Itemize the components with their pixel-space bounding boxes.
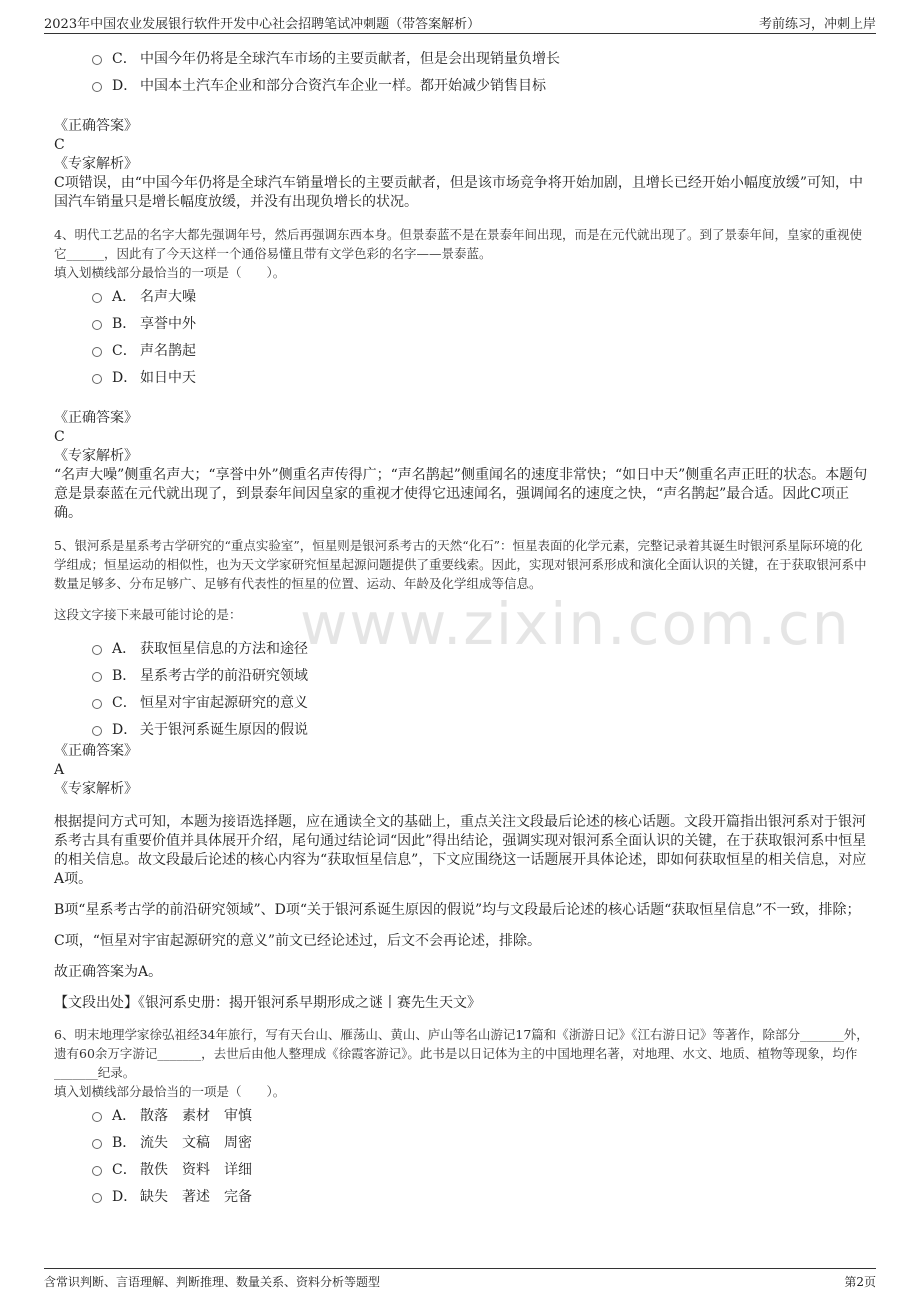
question-prompt: 填入划横线部分最恰当的一项是（ ）。	[54, 1084, 286, 1099]
q6-option-a[interactable]	[92, 1101, 874, 1128]
option-letter: A．	[112, 640, 137, 657]
option-letter: D．	[112, 721, 138, 738]
option-text: 恒星对宇宙起源研究的意义	[140, 694, 308, 711]
question-prompt: 填入划横线部分最恰当的一项是（ ）。	[54, 265, 286, 280]
option-letter: A．	[112, 1107, 137, 1124]
radio-icon[interactable]	[92, 1193, 102, 1203]
radio-icon[interactable]	[92, 82, 102, 92]
option-letter: D．	[112, 369, 138, 386]
question-stem: 5、银河系是星系考古学研究的“重点实验室”，恒星则是银河系考古的天然“化石”：恒星表面的化学元素，完整记录着其诞生时银河系星际环境的化学组成；恒星运动的相似性，也为天文学家研究恒星起源问题提供了重要线索。因此，实现对银河系形成和演化全面认识的关键，在于获取银河系中数量足够多、分布足够广、足够有代表性的恒星的位置、运动、年龄及化学组成等信息。	[54, 538, 867, 591]
radio-icon[interactable]	[92, 645, 102, 655]
page-header	[44, 12, 876, 32]
radio-icon[interactable]	[92, 347, 102, 357]
analysis-label: 《专家解析》	[54, 448, 138, 464]
analysis-label: 《专家解析》	[54, 781, 138, 797]
passage-source: 【文段出处】《银河系史册：揭开银河系早期形成之谜丨赛先生天文》	[54, 995, 481, 1011]
question-5	[54, 536, 874, 1013]
option-text: 获取恒星信息的方法和途径	[140, 640, 308, 657]
q6-option-c[interactable]	[92, 1155, 874, 1182]
analysis-paragraph-1: 根据提问方式可知，本题为接语选择题，应在通读全文的基础上，重点关注文段最后论述的核心话题。文段开篇指出银河系对于银河系考古具有重要价值并具体展开介绍，尾句通过结论词“因此”得出结论，强调实现对银河系全面认识的关键，在于获取银河系中恒星的相关信息。故文段最后论述的核心内容为“获取恒星信息”，下文应围绕这一话题展开具体论述，即如何获取恒星的相关信息，对应A项。	[54, 814, 867, 887]
option-text: 声名鹊起	[140, 342, 196, 359]
option-letter: D．	[112, 1188, 138, 1205]
option-text: 星系考古学的前沿研究领域	[140, 667, 308, 684]
radio-icon[interactable]	[92, 1166, 102, 1176]
q5-option-a[interactable]	[92, 634, 874, 661]
option-text: 享誉中外	[140, 315, 196, 332]
analysis-text: “名声大噪”侧重名声大；“享誉中外”侧重名声传得广；“声名鹊起”侧重闻名的速度非常快；“如日中天”侧重名声正旺的状态。本题句意是景泰蓝在元代就出现了，到景泰年间因皇家的重视才使得它迅速闻名，强调闻名的速度之快，“声名鹊起”最合适。因此C项正确。	[54, 467, 868, 521]
footer-question-types: 含常识判断、言语理解、判断推理、数量关系、资料分析等题型	[44, 1274, 381, 1289]
q5-option-d[interactable]	[92, 715, 874, 742]
option-text: 名声大噪	[140, 288, 196, 305]
radio-icon[interactable]	[92, 672, 102, 682]
footer-divider	[44, 1268, 876, 1269]
watermark: www.zixin.com.cn	[300, 590, 851, 658]
option-text: 如日中天	[140, 369, 196, 386]
option-letter: C．	[112, 50, 137, 67]
option-text: 流失 文稿 周密	[140, 1134, 252, 1151]
question-prompt: 这段文字接下来最可能讨论的是：	[54, 607, 242, 622]
option-text: 中国本土汽车企业和部分合资汽车企业一样。都开始减少销售目标	[140, 77, 546, 94]
option-text: 关于银河系诞生原因的假说	[140, 721, 308, 738]
analysis-paragraph-3: C项，“恒星对宇宙起源研究的意义”前文已经论述过，后文不会再论述，排除。	[54, 933, 542, 949]
answer-value: A	[54, 762, 65, 778]
q5-option-b[interactable]	[92, 661, 874, 688]
radio-icon[interactable]	[92, 374, 102, 384]
header-divider	[44, 33, 876, 34]
option-letter: D．	[112, 77, 138, 94]
option-letter: A．	[112, 288, 137, 305]
page-number: 第2页	[844, 1274, 876, 1289]
answer-label: 《正确答案》	[54, 743, 138, 759]
question-4	[54, 225, 874, 523]
header-slogan: 考前练习，冲刺上岸	[758, 16, 876, 32]
answer-value: C	[54, 429, 65, 445]
question-stem: 6、明末地理学家徐弘祖经34年旅行，写有天台山、雁荡山、黄山、庐山等名山游记17篇和《浙游日记》《江右游日记》等著作，除部分_______外，遗有60余万字游记_______，去世后由他人整理成《徐霞客游记》。此书是以日记体为主的中国地理名著，对地理、水文、地质、植物等现象，均作_______纪录。	[54, 1027, 869, 1080]
option-letter: B．	[112, 667, 137, 684]
page-content	[54, 44, 874, 1209]
question-3-tail	[54, 44, 874, 212]
q4-option-a[interactable]	[92, 282, 874, 309]
q3-option-c[interactable]	[92, 44, 874, 71]
answer-label: 《正确答案》	[54, 118, 138, 134]
q6-option-b[interactable]	[92, 1128, 874, 1155]
option-letter: C．	[112, 342, 137, 359]
option-text: 散佚 资料 详细	[140, 1161, 252, 1178]
radio-icon[interactable]	[92, 1139, 102, 1149]
option-text: 散落 素材 审慎	[140, 1107, 252, 1124]
radio-icon[interactable]	[92, 293, 102, 303]
analysis-paragraph-2: B项“星系考古学的前沿研究领域”、D项“关于银河系诞生原因的假说”均与文段最后论述的核心话题“获取恒星信息”不一致，排除；	[54, 902, 861, 918]
option-letter: C．	[112, 1161, 137, 1178]
q5-option-c[interactable]	[92, 688, 874, 715]
option-letter: B．	[112, 1134, 137, 1151]
q4-option-c[interactable]	[92, 336, 874, 363]
radio-icon[interactable]	[92, 55, 102, 65]
answer-value: C	[54, 137, 65, 153]
radio-icon[interactable]	[92, 699, 102, 709]
option-letter: B．	[112, 315, 137, 332]
option-text: 缺失 著述 完备	[140, 1188, 252, 1205]
q4-option-d[interactable]	[92, 363, 874, 390]
analysis-label: 《专家解析》	[54, 156, 138, 172]
q6-option-d[interactable]	[92, 1182, 874, 1209]
q3-option-d[interactable]	[92, 71, 874, 98]
analysis-text: C项错误，由“中国今年仍将是全球汽车销量增长的主要贡献者，但是该市场竞争将开始加剧，且增长已经开始小幅度放缓”可知，中国汽车销量只是增长幅度放缓，并没有出现负增长的状况。	[54, 175, 864, 210]
question-stem: 4、明代工艺品的名字大都先强调年号，然后再强调东西本身。但景泰蓝不是在景泰年间出现，而是在元代就出现了。到了景泰年间，皇家的重视使它______，因此有了今天这样一个通俗易懂且带有文学色彩的名字——景泰蓝。	[54, 227, 862, 261]
header-title: 2023年中国农业发展银行软件开发中心社会招聘笔试冲刺题（带答案解析）	[44, 16, 481, 32]
q4-option-b[interactable]	[92, 309, 874, 336]
radio-icon[interactable]	[92, 726, 102, 736]
option-text: 中国今年仍将是全球汽车市场的主要贡献者，但是会出现销量负增长	[140, 50, 560, 67]
radio-icon[interactable]	[92, 1112, 102, 1122]
answer-label: 《正确答案》	[54, 410, 138, 426]
option-letter: C．	[112, 694, 137, 711]
analysis-paragraph-4: 故正确答案为A。	[54, 964, 163, 980]
question-6	[54, 1025, 874, 1209]
page-footer	[44, 1271, 876, 1291]
radio-icon[interactable]	[92, 320, 102, 330]
